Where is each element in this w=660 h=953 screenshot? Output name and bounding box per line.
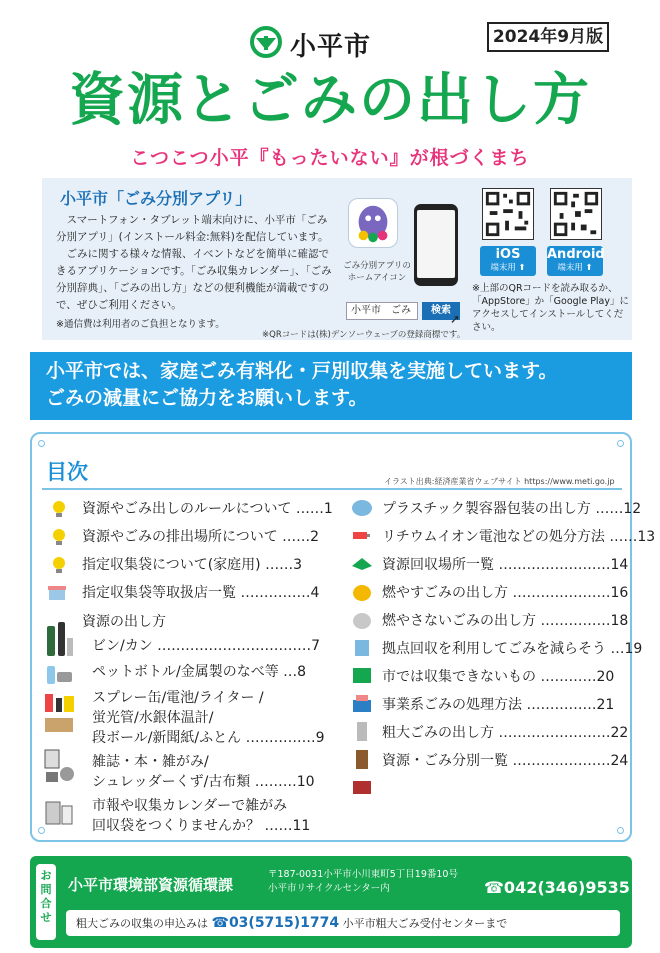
android-qr-code-icon[interactable] bbox=[550, 188, 602, 240]
toc-item-designated-bags[interactable]: 指定収集袋について(家庭用) ……3 bbox=[82, 557, 303, 573]
furniture-icon bbox=[350, 748, 374, 770]
book-icon bbox=[350, 776, 374, 798]
toc-item-collection-points[interactable]: 資源やごみの排出場所について ……2 bbox=[82, 529, 320, 545]
shop-icon bbox=[46, 580, 68, 602]
plastic-bag-icon bbox=[350, 496, 374, 518]
policy-banner bbox=[30, 352, 632, 420]
qr-trademark-note: ※QRコードは(株)デンソーウェーブの登録商標です。 bbox=[262, 330, 466, 340]
battery-icon bbox=[350, 524, 374, 546]
non-burnable-bag-icon bbox=[350, 608, 374, 630]
app-desc-paragraph-2: ごみに関する様々な情報、イベントなどを簡単に確認できるアプリケーションです。「ごみ収集カレンダー」、「ごみ分別辞典」、「ごみの出し方」などの便利機能が満載ですので、ぜひご利用ください。 bbox=[56, 248, 332, 311]
toc-item-collection-list[interactable]: 資源回収場所一覧 ……………………14 bbox=[382, 557, 629, 573]
lightbulb-icon bbox=[48, 526, 70, 548]
city-emblem-icon bbox=[250, 26, 282, 58]
app-search-field[interactable]: 小平市 ごみ bbox=[346, 302, 418, 320]
large-waste-suffix: 小平市粗大ごみ受付センターまで bbox=[342, 917, 508, 930]
department-phone-link[interactable]: ☎042(346)9535 bbox=[484, 878, 630, 897]
pet-bottle-pot-icon bbox=[44, 660, 74, 686]
toc-item-magazines[interactable]: 雑誌・本・雑がみ/ bbox=[92, 754, 209, 770]
app-icon-label: ごみ分別アプリの ホームアイコン bbox=[343, 261, 411, 283]
app-fee-note: ※通信費は利用者のご負担となります。 bbox=[56, 319, 225, 330]
large-waste-contact bbox=[66, 910, 620, 936]
illustration-credit: イラスト出典:経済産業省ウェブサイト https://www.meti.go.jp bbox=[384, 477, 615, 486]
phone-screen bbox=[417, 210, 455, 278]
ios-sub-label: 端末用 ⬆ bbox=[490, 263, 526, 273]
toc-item-base-collection[interactable]: 拠点回収を利用してごみを減らそう …19 bbox=[382, 641, 643, 657]
page-subtitle: こつこつ小平『もったいない』が根づくまち bbox=[130, 147, 530, 169]
toc-item-fluorescent[interactable]: 蛍光管/水銀体温計/ bbox=[92, 710, 214, 726]
ios-label: iOS bbox=[495, 247, 521, 262]
ios-qr-code-icon[interactable] bbox=[482, 188, 534, 240]
toc-item-business[interactable]: 事業系ごみの処理方法 ……………21 bbox=[382, 697, 615, 713]
toc-item-lithium[interactable]: リチウムイオン電池などの処分方法 ……13 bbox=[382, 529, 656, 545]
contact-tag: お問合せ bbox=[36, 864, 56, 940]
app-promo-description bbox=[56, 212, 336, 314]
banner-line-2: ごみの減量にご協力をお願いします。 bbox=[46, 387, 368, 409]
android-download-button[interactable] bbox=[547, 246, 603, 276]
toc-item-rules[interactable]: 資源やごみ出しのルールについて ……1 bbox=[82, 501, 333, 517]
qr-instruction-note: ※上部のQRコードを読み取るか、「AppStore」か「Google Play」にアクセスしてインストールしてください。 bbox=[472, 283, 630, 333]
department-name: 小平市環境部資源循環課 bbox=[68, 876, 234, 894]
address-line-1: 〒187-0031小平市小川東町5丁目19番10号 bbox=[268, 869, 458, 880]
city-name: 小平市 bbox=[290, 32, 372, 62]
app-promo-section bbox=[42, 178, 632, 340]
toc-item-large-waste[interactable]: 粗大ごみの出し方 ……………………22 bbox=[382, 725, 629, 741]
corner-dot bbox=[617, 827, 624, 834]
banner-line-1: 小平市では、家庭ごみ有料化・戸別収集を実施しています。 bbox=[46, 360, 558, 382]
android-sub-label: 端末用 ⬆ bbox=[557, 263, 593, 273]
burnable-bag-icon bbox=[350, 580, 374, 602]
lightbulb-icon bbox=[48, 554, 70, 576]
toc-item-plastic[interactable]: プラスチック製容器包装の出し方 ……12 bbox=[382, 501, 642, 517]
toc-item-spray-cans[interactable]: スプレー缶/電池/ライター / bbox=[92, 690, 264, 706]
department-address bbox=[268, 868, 458, 896]
app-search-button[interactable]: 検索 bbox=[422, 302, 460, 320]
large-waste-phone-link[interactable]: ☎03(5715)1774 bbox=[211, 915, 340, 931]
toc-item-bag-craft-2[interactable]: 回収袋をつくりませんか？ ……11 bbox=[92, 818, 311, 834]
toc-item-pet-bottles[interactable]: ペットボトル/金属製のなべ等 …8 bbox=[92, 664, 307, 680]
smartphone-illustration-icon bbox=[414, 204, 458, 286]
corner-dot bbox=[38, 440, 45, 447]
toc-item-cardboard[interactable]: 段ボール/新聞紙/ふとん ……………9 bbox=[92, 730, 325, 746]
toc-item-resources-heading: 資源の出し方 bbox=[82, 614, 166, 630]
toc-item-bag-craft[interactable]: 市報や収集カレンダーで雑がみ bbox=[92, 798, 288, 814]
app-home-icon[interactable] bbox=[348, 198, 398, 248]
page-title: 資源とごみの出し方 bbox=[69, 68, 591, 133]
toc-item-bag-stores[interactable]: 指定収集袋等取扱店一覧 ……………4 bbox=[82, 585, 320, 601]
toc-divider bbox=[42, 488, 622, 490]
paper-bag-icon bbox=[42, 796, 76, 830]
android-label: Android bbox=[547, 247, 605, 262]
cursor-icon: ➚ bbox=[450, 312, 461, 326]
collection-box-icon bbox=[350, 636, 374, 658]
app-desc-paragraph-1: スマートフォン・タブレット端末向けに、小平市「ごみ分別アプリ」(インストール料金:無料)を配信しています。 bbox=[56, 214, 329, 243]
collection-truck-icon bbox=[350, 552, 374, 574]
toc-item-shredder[interactable]: シュレッダーくず/古布類 ………10 bbox=[92, 774, 315, 790]
lightbulb-icon bbox=[48, 498, 70, 520]
magazines-clothes-icon bbox=[42, 744, 76, 786]
toc-item-not-collectable[interactable]: 市では収集できないもの …………20 bbox=[382, 669, 615, 685]
not-collectable-icon bbox=[350, 664, 374, 686]
header bbox=[0, 0, 660, 180]
address-line-2: 小平市リサイクルセンター内 bbox=[268, 883, 390, 894]
toc-item-bottles-cans[interactable]: ビン/カン ……………………………7 bbox=[92, 638, 321, 654]
spray-battery-icon bbox=[42, 690, 76, 736]
corner-dot bbox=[617, 440, 624, 447]
business-waste-icon bbox=[350, 692, 374, 714]
edition-label: 2024年9月版 bbox=[487, 22, 609, 52]
ios-download-button[interactable] bbox=[480, 246, 536, 276]
bottles-icon bbox=[44, 618, 74, 658]
large-waste-prefix: 粗大ごみの収集の申込みは bbox=[76, 917, 208, 930]
toc-item-sorting-list[interactable]: 資源・ごみ分別一覧 …………………24 bbox=[382, 753, 629, 769]
contact-footer bbox=[30, 856, 632, 948]
building-icon bbox=[350, 720, 374, 742]
toc-item-non-burnable[interactable]: 燃やさないごみの出し方 ……………18 bbox=[382, 613, 629, 629]
table-of-contents bbox=[30, 432, 656, 842]
app-promo-title: 小平市「ごみ分別アプリ」 bbox=[60, 189, 252, 208]
toc-title: 目次 bbox=[46, 460, 88, 484]
toc-item-burnable[interactable]: 燃やすごみの出し方 …………………16 bbox=[382, 585, 629, 601]
